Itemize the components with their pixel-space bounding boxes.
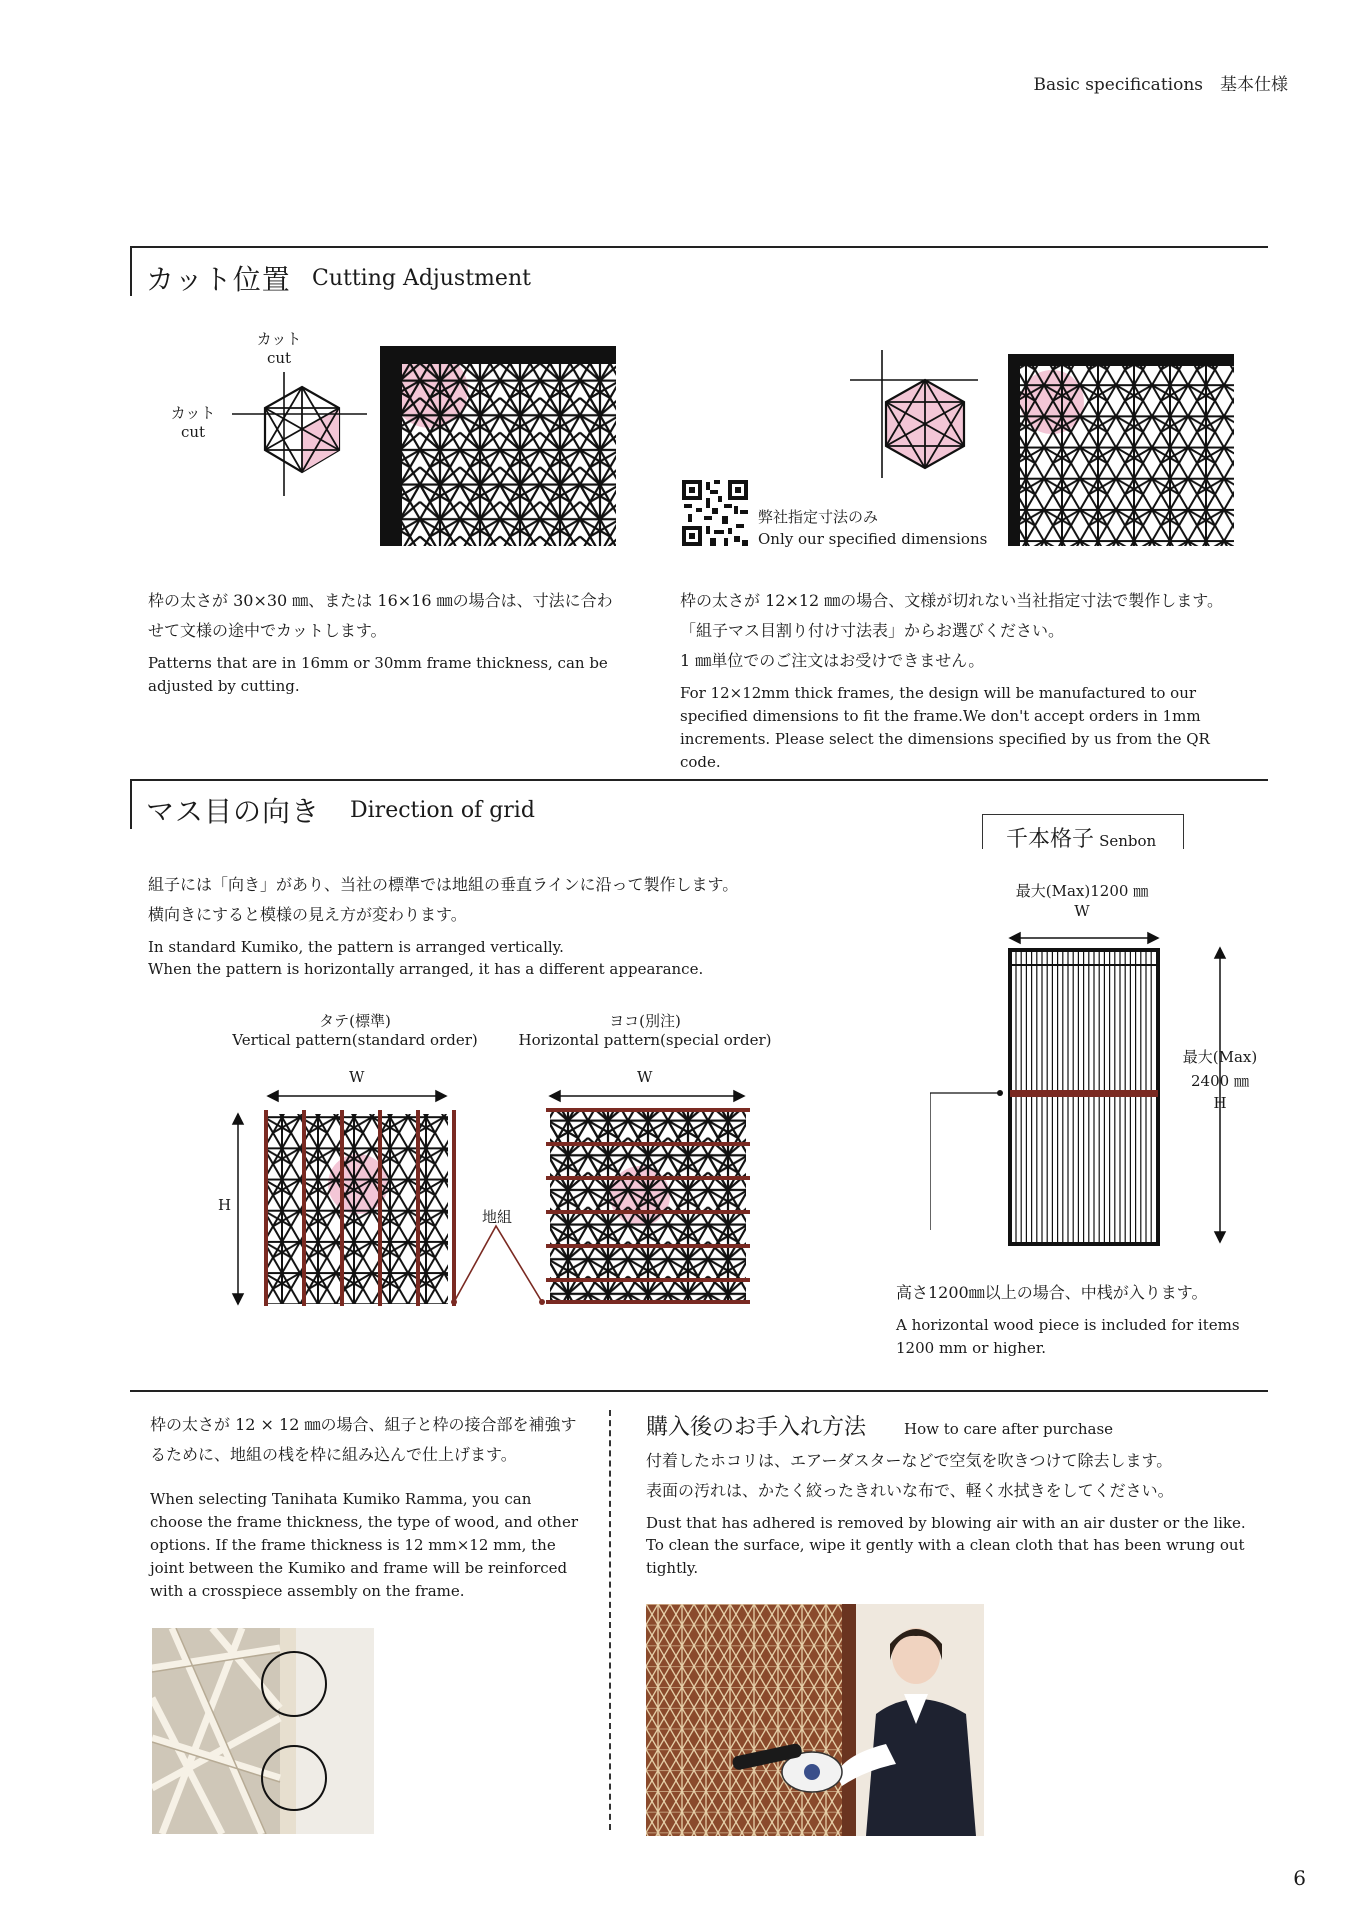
vertical-pattern-jp: タテ(標準): [319, 1012, 391, 1030]
senbon-title-jp: 千本格子: [1006, 827, 1095, 852]
senbon-title: [1006, 822, 1156, 853]
senbon-title-en: Senbon: [1099, 832, 1157, 850]
care-title-en: How to care after purchase: [904, 1420, 1114, 1438]
senbon-h-label: H: [1213, 1094, 1227, 1112]
cut-top-label: [248, 328, 310, 367]
cut-crosshair-diagram: [232, 372, 372, 496]
cutting-left-jp: 枠の太さが 30×30 ㎜、または 16×16 ㎜の場合は、寸法に合わせて文様の途中でカットします。: [148, 591, 613, 640]
grid-en-1: In standard Kumiko, the pattern is arranged vertically.: [148, 938, 564, 956]
cut-top-en: cut: [266, 349, 292, 367]
section-bracket: [130, 246, 132, 296]
section-bracket: [130, 779, 132, 829]
care-en-2: To clean the surface, wipe it gently with a clean cloth that has been wrung out tightly.: [646, 1536, 1245, 1577]
cutting-left-en: Patterns that are in 16mm or 30mm frame thickness, can be adjusted by cutting.: [148, 654, 608, 695]
care-jp-1: 付着したホコリは、エアーダスターなどで空気を吹きつけて除去します。: [646, 1451, 1173, 1470]
cutting-right-jp-1: 枠の太さが 12×12 ㎜の場合、文様が切れない当社指定寸法で製作します。「組子マス目割り付け寸法表」からお選びください。: [680, 591, 1224, 640]
section-divider: [130, 1390, 1268, 1392]
column-divider: [609, 1410, 611, 1830]
grid-en-2: When the pattern is horizontally arranged, it has a different appearance.: [148, 960, 704, 978]
vertical-pattern-en: Vertical pattern(standard order): [232, 1031, 478, 1049]
header-title: Basic specifications 基本仕様: [1033, 75, 1288, 95]
care-photo: [646, 1604, 984, 1836]
horizontal-pattern-label: [510, 1010, 780, 1049]
grid-jp-1: 組子には「向き」があり、当社の標準では地組の垂直ラインに沿って製作します。: [148, 875, 739, 894]
section-title-jp: マス目の向き: [146, 795, 321, 828]
care-en-1: Dust that has adhered is removed by blowing air with an air duster or the like.: [646, 1514, 1246, 1532]
section-divider: [130, 246, 1268, 248]
qr-label-jp: 弊社指定寸法のみ: [758, 508, 879, 526]
cut-left-en: cut: [180, 423, 206, 441]
vertical-w-label: W: [349, 1068, 365, 1086]
uncut-hex-diagram: [850, 350, 980, 480]
cut-top-jp: カット: [256, 330, 302, 348]
senbon-max-h: 最大(Max): [1182, 1048, 1258, 1066]
horizontal-pattern-jp: ヨコ(別注): [609, 1012, 681, 1030]
senbon-lattice-diagram: [930, 930, 1230, 1250]
cutting-right-en: For 12×12mm thick frames, the design will be manufactured to our specified dimensions to fit the frame.We don't accept orders in 1mm increments. Please select the dimensions specified by us from the QR code.: [680, 684, 1210, 771]
horizontal-w-label: W: [637, 1068, 653, 1086]
grid-jp-2: 横向きにすると模様の見え方が変わります。: [148, 905, 467, 924]
senbon-w-label: W: [1074, 902, 1090, 920]
page-number: 6: [1293, 1866, 1306, 1890]
senbon-note-jp: 高さ1200㎜以上の場合、中桟が入ります。: [896, 1283, 1208, 1302]
senbon-note-en: A horizontal wood piece is included for items 1200 mm or higher.: [896, 1316, 1240, 1357]
cut-left-jp: カット: [170, 404, 216, 422]
cut-pattern-corner: [380, 346, 616, 546]
section-title-en: Direction of grid: [350, 798, 535, 823]
reinforce-en: When selecting Tanihata Kumiko Ramma, you can choose the frame thickness, the type of wood, and other options. If the frame thickness is 12 mm×12 mm, the joint between the Kumiko and frame will be reinforced with a crosspiece assembly on the frame.: [150, 1490, 578, 1600]
qr-label-en: Only our specified dimensions: [758, 530, 988, 548]
cut-left-label: [162, 402, 224, 441]
care-title-jp: 購入後のお手入れ方法: [646, 1415, 867, 1440]
specified-pattern-corner: [1008, 354, 1234, 546]
reinforce-jp: 枠の太さが 12 × 12 ㎜の場合、組子と枠の接合部を補強するために、地組の桟を枠に組み込んで仕上げます。: [150, 1415, 577, 1464]
senbon-max-w: 最大(Max)1200 ㎜: [1015, 882, 1149, 900]
vertical-pattern-label: [220, 1010, 490, 1049]
grid-direction-diagram: [228, 1086, 768, 1306]
cutting-right-jp-2: 1 ㎜単位でのご注文はお受けできません。: [680, 651, 985, 670]
care-jp-2: 表面の汚れは、かたく絞ったきれいな布で、軽く水拭きをしてください。: [646, 1481, 1174, 1500]
care-title: [646, 1410, 866, 1441]
senbon-max-h-value: 2400 ㎜: [1191, 1072, 1249, 1090]
section-divider: [130, 779, 1268, 781]
qr-code-icon[interactable]: [682, 480, 748, 546]
vertical-h-label: H: [218, 1196, 232, 1214]
jigumi-label: 地組: [482, 1208, 513, 1226]
horizontal-pattern-en: Horizontal pattern(special order): [518, 1031, 772, 1049]
reinforce-photo: [152, 1628, 374, 1834]
section-title-jp: カット位置: [146, 263, 291, 296]
section-title-en: Cutting Adjustment: [312, 266, 531, 291]
